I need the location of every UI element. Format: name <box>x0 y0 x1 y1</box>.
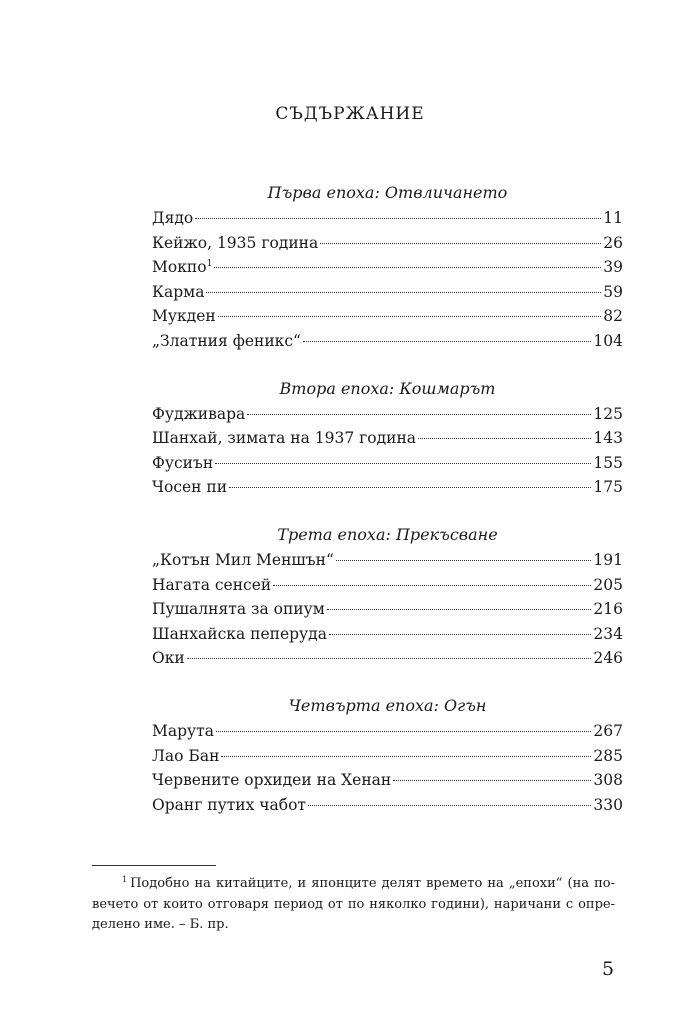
toc-section <box>152 180 623 354</box>
toc-entry-page: 82 <box>603 307 623 326</box>
toc-entry-title-text: Шанхайска пеперуда <box>152 624 327 643</box>
section-heading: Трета епоха: Прекъсване <box>277 524 498 544</box>
toc-entry-title-text: Мукден <box>152 307 216 326</box>
toc-entry-title-text: Дядо <box>152 209 194 227</box>
toc-entry-title <box>152 402 245 427</box>
toc-entry[interactable] <box>152 793 623 818</box>
toc-entry-title-text: Марута <box>152 721 214 740</box>
toc-entry-page: 285 <box>593 746 623 765</box>
toc-entry-title <box>152 304 216 329</box>
toc-entry-title <box>152 768 391 793</box>
dot-leader <box>336 560 591 561</box>
toc-section <box>152 693 623 817</box>
toc-entry-title <box>152 719 214 744</box>
toc-section <box>152 376 623 500</box>
section-heading: Първа епоха: Отвличането <box>267 183 508 202</box>
toc-entry-title-text: Мокпо <box>152 258 207 277</box>
toc-entry-page: 39 <box>603 258 623 277</box>
toc-entry-title <box>152 206 193 231</box>
toc-entry-page: 155 <box>593 453 623 472</box>
toc-entry-page: 216 <box>593 600 623 619</box>
toc-entry-page: 104 <box>593 331 623 350</box>
toc-entry[interactable] <box>152 719 623 744</box>
toc-entry-title-text: Пушалнята за опиум <box>152 600 325 619</box>
toc-entry[interactable] <box>152 548 623 573</box>
toc-entry-title-text: Карма <box>152 282 205 301</box>
toc-entry[interactable] <box>152 255 623 280</box>
toc-entry-title-text: Оранг путих чабот <box>152 795 307 814</box>
toc-entry-page: 308 <box>593 771 623 790</box>
toc-entry-page: 205 <box>593 575 623 594</box>
toc-entry[interactable] <box>152 573 623 598</box>
toc-entry-page: 191 <box>593 550 623 569</box>
toc-entry-page: 59 <box>603 282 623 301</box>
toc-entry-title-text: Чосен пи <box>152 478 228 497</box>
footnote-line: делено име. – Б. пр. <box>92 917 229 932</box>
footnote-marker: 1 <box>122 875 128 884</box>
dot-leader <box>418 438 591 439</box>
dot-leader <box>247 414 591 415</box>
toc-entry-title-text: Шанхай, зимата на 1937 година <box>152 429 417 448</box>
toc-entry-title <box>152 573 271 598</box>
toc-entry-title-text: Фудживара <box>152 404 246 423</box>
toc-entry[interactable] <box>152 280 623 305</box>
toc-entry-page: 267 <box>593 721 623 740</box>
dot-leader <box>329 634 591 635</box>
toc-entry[interactable] <box>152 329 623 354</box>
toc-entry[interactable] <box>152 768 623 793</box>
toc-entry-page: 330 <box>593 795 623 814</box>
toc-entry[interactable] <box>152 426 623 451</box>
toc-entry-title-text: Лао Бан <box>152 746 220 765</box>
dot-leader <box>195 218 601 219</box>
toc-entry-title <box>152 475 227 500</box>
toc-entry-page: 125 <box>593 404 623 423</box>
toc-entry-title-text: Нагата сенсей <box>152 575 272 594</box>
toc-entry[interactable] <box>152 744 623 769</box>
dot-leader <box>214 267 601 268</box>
toc-entry-title <box>152 548 334 573</box>
dot-leader <box>218 316 602 317</box>
toc-entry-title <box>152 280 204 305</box>
toc-entry[interactable] <box>152 231 623 256</box>
toc-entry-title <box>152 646 185 671</box>
dot-leader <box>273 585 591 586</box>
dot-leader <box>221 756 591 757</box>
toc-entry-title <box>152 597 325 622</box>
dot-leader <box>187 658 592 659</box>
toc-entry[interactable] <box>152 597 623 622</box>
dot-leader <box>393 780 591 781</box>
toc-entry-title <box>152 744 219 769</box>
toc-entry-title <box>152 451 213 476</box>
toc-entry-title-text: Оки <box>152 649 185 668</box>
footnote-text: Подобно на китайците, и японците делят времето на „епохи“ (на по- <box>130 876 615 891</box>
section-heading: Втора епоха: Кошмарът <box>279 378 496 398</box>
dot-leader <box>215 463 591 464</box>
dot-leader <box>216 731 591 732</box>
toc-section <box>152 522 623 671</box>
toc-entry-title-text: Кейжо, 1935 година <box>152 233 319 252</box>
footnote-reference[interactable]: 1 <box>206 259 213 270</box>
page-number: 5 <box>602 958 615 980</box>
toc-entry[interactable] <box>152 451 623 476</box>
dot-leader <box>229 487 591 488</box>
section-heading: Четвърта епоха: Огън <box>288 695 487 715</box>
toc-entry-title-text: Червените орхидеи на Хенан <box>152 771 392 790</box>
toc-entry-page: 175 <box>593 478 623 497</box>
toc-entry-title-text: „Котън Мил Меншън“ <box>152 550 334 569</box>
toc-entry-page: 234 <box>593 624 623 643</box>
toc-entry[interactable] <box>152 206 623 231</box>
toc-entry[interactable] <box>152 475 623 500</box>
toc-entry-title <box>152 329 301 354</box>
toc-entry-page: 143 <box>593 429 623 448</box>
toc-entry-page: 11 <box>603 209 623 227</box>
table-of-contents <box>152 180 623 839</box>
dot-leader <box>327 609 592 610</box>
toc-entry-title <box>152 622 327 647</box>
toc-entry-page: 26 <box>603 233 623 252</box>
dot-leader <box>206 292 601 293</box>
toc-entry-title <box>152 793 306 818</box>
toc-entry-title <box>152 426 416 451</box>
toc-entry-title <box>152 255 212 280</box>
footnote-divider <box>92 865 216 866</box>
dot-leader <box>320 243 601 244</box>
page-title: СЪДЪРЖАНИЕ <box>275 104 425 124</box>
toc-entry-title <box>152 231 318 256</box>
toc-entry[interactable] <box>152 646 623 671</box>
toc-entry-title-text: „Златния феникс“ <box>152 331 301 350</box>
footnote <box>92 874 615 936</box>
toc-entry[interactable] <box>152 622 623 647</box>
toc-entry[interactable] <box>152 304 623 329</box>
footnote-line <box>92 874 615 895</box>
toc-entry-page: 246 <box>593 649 623 668</box>
dot-leader <box>303 341 591 342</box>
dot-leader <box>308 805 591 806</box>
toc-entry[interactable] <box>152 402 623 427</box>
toc-entry-title-text: Фусиън <box>152 453 214 472</box>
footnote-line: вечето от които отговаря период от по няколко години), наричани с опре- <box>92 896 615 912</box>
